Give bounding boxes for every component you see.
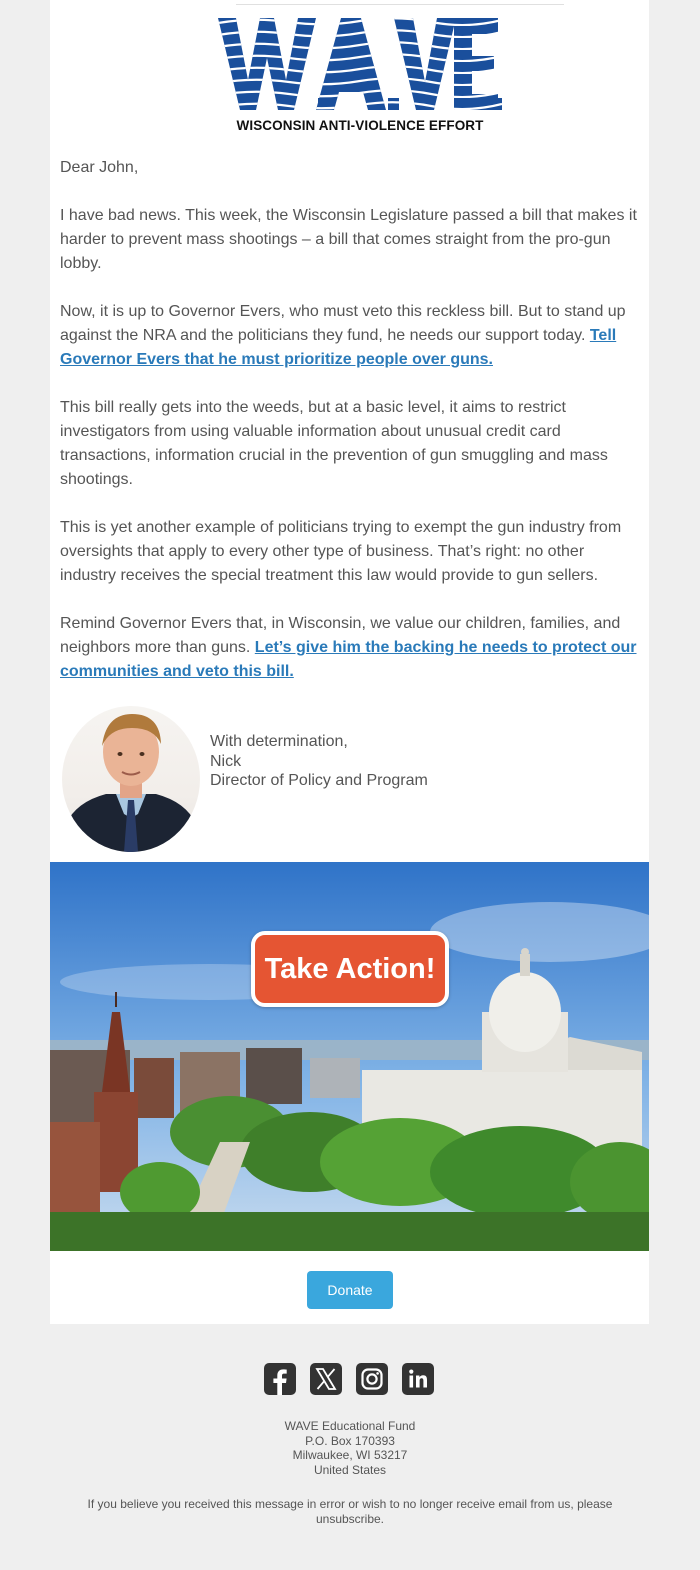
signature-name: Nick [210,752,242,770]
linkedin-glyph [402,1363,434,1395]
paragraph-1: I have bad news. This week, the Wisconsin Legislature passed a bill that makes it harder to prevent mass shootings – a bill that comes straight from the pro-gun lobby. [60,207,637,272]
wave-logo[interactable] [210,14,510,138]
paragraph-2 [60,300,640,372]
unsubscribe-notice[interactable]: If you believe you received this message in error or wish to no longer receive email from us, please unsubscribe. [87,1497,613,1526]
signature-closing: With determination, [210,733,348,750]
logo-subtitle: WISCONSIN ANTI-VIOLENCE EFFORT [236,118,484,133]
footer-country: United States [313,1462,387,1477]
instagram-icon[interactable] [356,1363,388,1395]
facebook-glyph [264,1363,296,1395]
instagram-glyph [356,1363,388,1395]
logo-divider [236,4,564,5]
footer-po-box: P.O. Box 170393 [305,1433,395,1448]
facebook-icon[interactable] [264,1363,296,1395]
letter-body [60,156,640,708]
email-body [50,0,649,1324]
give-backing-link[interactable]: Let’s give him the backing he needs to protect our communities and veto this bill. [60,639,637,680]
footer-org: WAVE Educational Fund [284,1419,416,1433]
paragraph-4: This is yet another example of politicians trying to exempt the gun industry from oversights that apply to every other type of business. That’s right: no other industry receives the special treatment this law would provide to gun sellers. [60,519,622,584]
wave-logo-wordmark [218,14,502,114]
signer-photo [62,706,200,852]
paragraph-2-text: Now, it is up to Governor Evers, who must veto this reckless bill. But to stand up against the NRA and the politicians they fund, he needs our support today. [60,303,626,344]
linkedin-icon[interactable] [402,1363,434,1395]
signature [210,732,428,791]
take-action-button[interactable]: Take Action! [251,931,449,1007]
footer-address [0,1419,700,1477]
greeting: Dear John, [60,159,139,176]
x-icon[interactable] [310,1363,342,1395]
madison-skyline-illustration [50,862,649,1251]
paragraph-5-text: Remind Governor Evers that, in Wisconsin, we value our children, families, and neighbors more than guns. [60,615,621,656]
tell-governor-link[interactable]: Tell Governor Evers that he must prioritize people over guns. [60,327,617,368]
capitol-banner-image[interactable] [50,862,649,1251]
signature-title: Director of Policy and Program [210,772,428,789]
signer-portrait [62,706,200,852]
paragraph-5 [60,612,640,684]
paragraph-3: This bill really gets into the weeds, but at a basic level, it aims to restrict investigators from using valuable information about unusual credit card transactions, information crucial in the prevention of gun smuggling and mass shootings. [60,399,608,488]
x-glyph [310,1363,342,1395]
donate-button[interactable]: Donate [307,1271,393,1309]
footer-city: Milwaukee, WI 53217 [292,1448,408,1462]
